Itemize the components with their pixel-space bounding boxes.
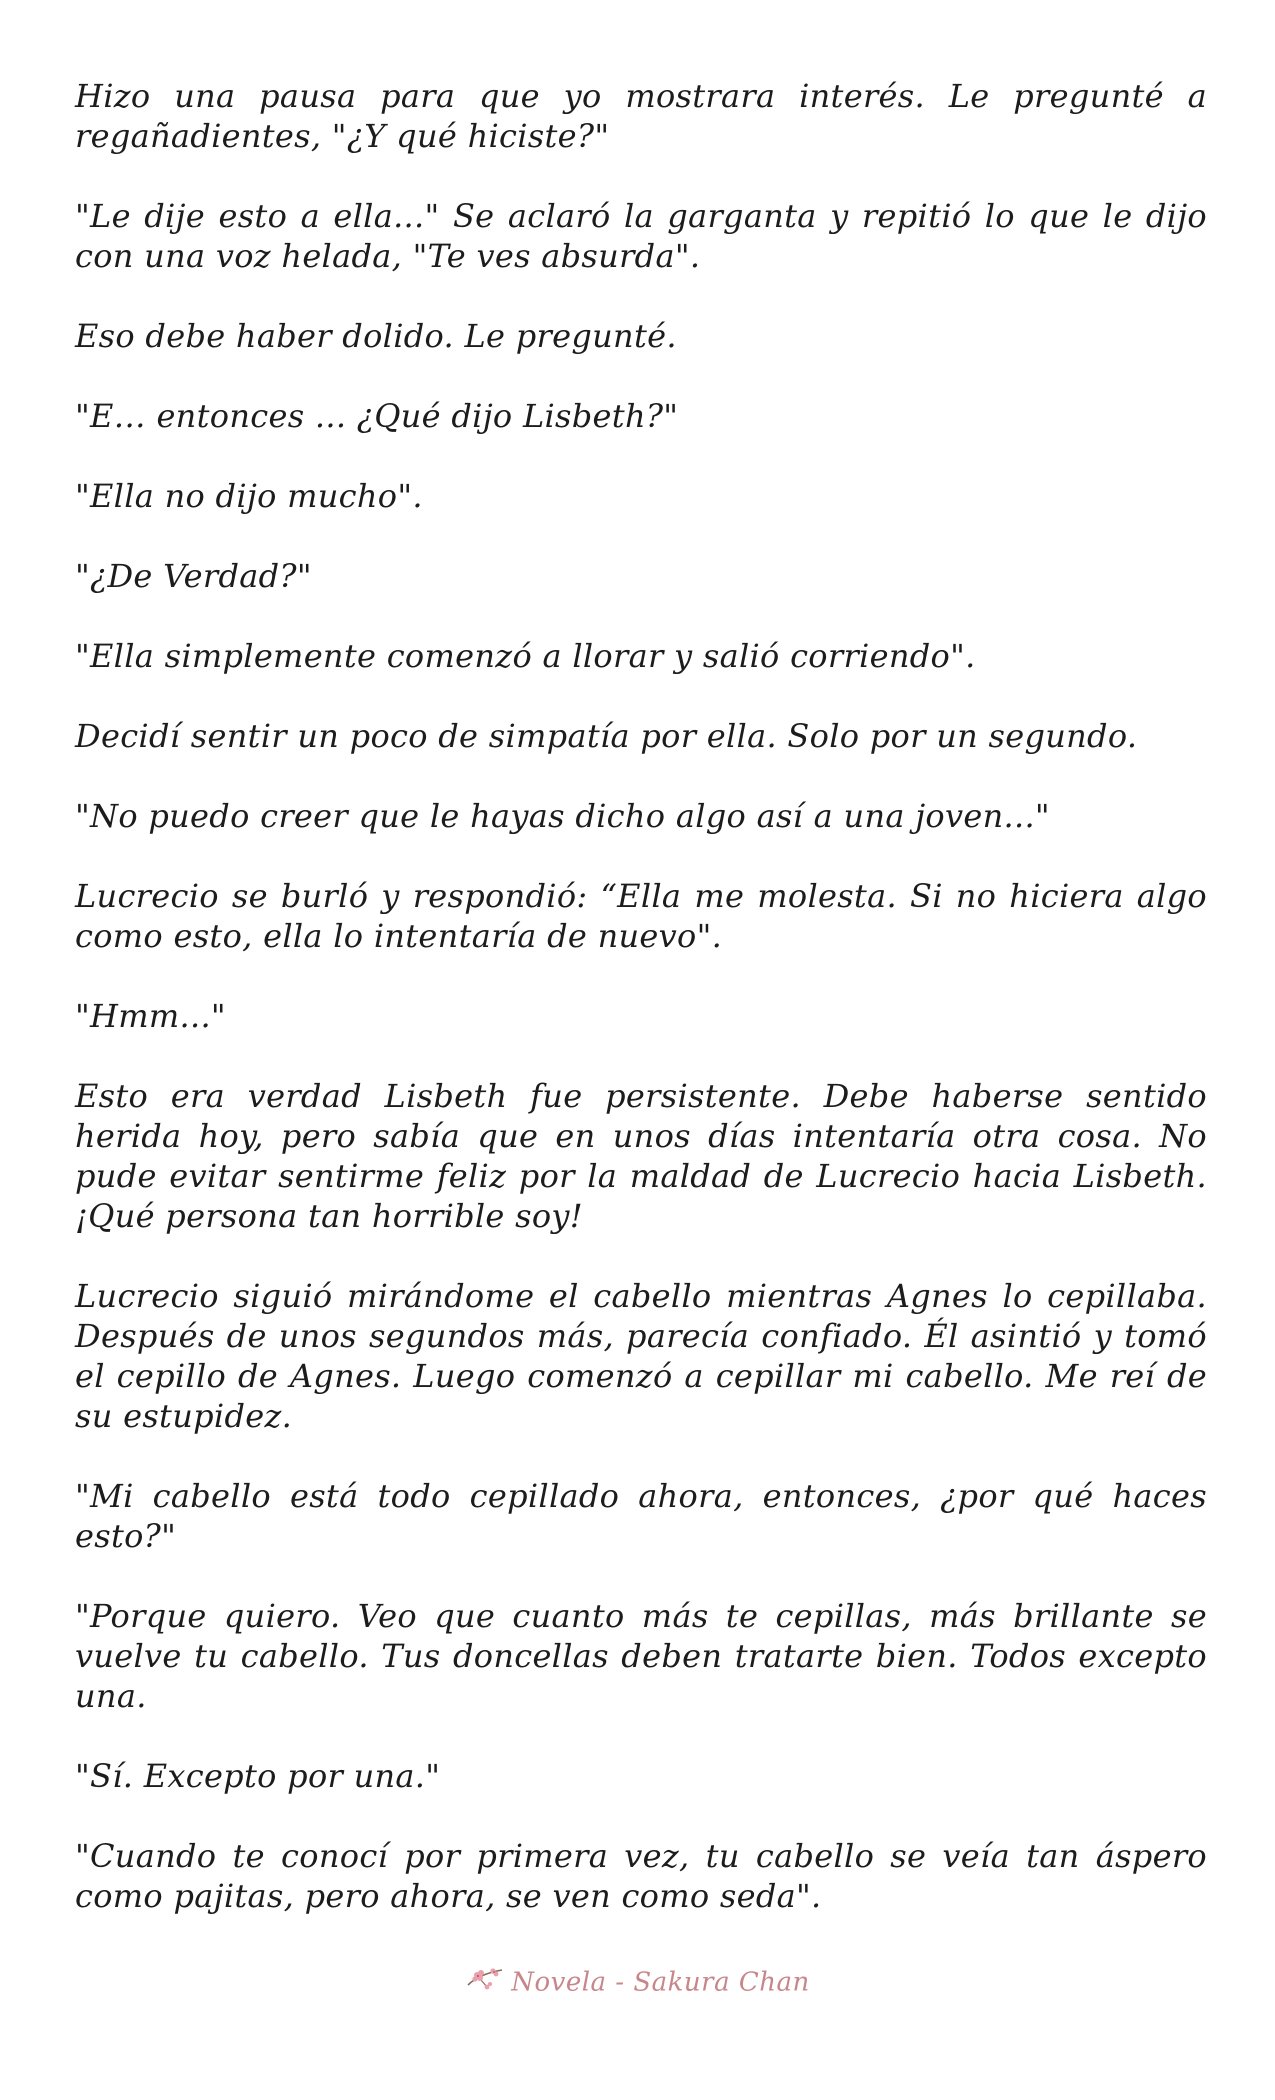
- paragraph: Eso debe haber dolido. Le pregunté.: [75, 317, 677, 355]
- paragraph: "Hmm...": [75, 997, 226, 1035]
- paragraph: "Cuando te conocí por primera vez, tu cabello se veía tan áspero como pajitas, pero ahora, se ven como seda".: [75, 1837, 1207, 1915]
- paragraph: "Le dije esto a ella..." Se aclaró la garganta y repitió lo que le dijo con una voz helada, "Te ves absurda".: [75, 197, 1207, 275]
- watermark-text: Novela - Sakura Chan: [511, 1967, 810, 1998]
- paragraph: "Mi cabello está todo cepillado ahora, entonces, ¿por qué haces esto?": [75, 1477, 1207, 1555]
- paragraph: "Sí. Excepto por una.": [75, 1757, 441, 1795]
- paragraph: Lucrecio se burló y respondió: “Ella me molesta. Si no hiciera algo como esto, ella lo intentaría de nuevo".: [75, 877, 1207, 955]
- paragraph: Lucrecio siguió mirándome el cabello mientras Agnes lo cepillaba. Después de unos segundos más, parecía confiado. Él asintió y tomó el cepillo de Agnes. Luego comenzó a cepillar mi cabello. Me reí de su estupidez.: [75, 1277, 1207, 1435]
- paragraph: "Porque quiero. Veo que cuanto más te cepillas, más brillante se vuelve tu cabello. Tus doncellas deben tratarte bien. Todos excepto una.: [75, 1597, 1207, 1715]
- paragraph: "Ella no dijo mucho".: [75, 477, 423, 515]
- watermark-footer: [0, 1965, 1275, 2002]
- paragraph: "Ella simplemente comenzó a llorar y salió corriendo".: [75, 637, 976, 675]
- paragraph: Hizo una pausa para que yo mostrara interés. Le pregunté a regañadientes, "¿Y qué hiciste?": [75, 77, 1207, 155]
- paragraph: Esto era verdad Lisbeth fue persistente. Debe haberse sentido herida hoy, pero sabía que en unos días intentaría otra cosa. No pude evitar sentirme feliz por la maldad de Lucrecio hacia Lisbeth. ¡Qué persona tan horrible soy!: [75, 1077, 1207, 1235]
- cherry-blossom-icon: [465, 1965, 505, 2002]
- document-body: [75, 76, 1207, 1916]
- paragraph: "E… entonces ... ¿Qué dijo Lisbeth?": [75, 397, 679, 435]
- paragraph: Decidí sentir un poco de simpatía por ella. Solo por un segundo.: [75, 717, 1138, 755]
- paragraph: "¿De Verdad?": [75, 557, 312, 595]
- paragraph: "No puedo creer que le hayas dicho algo así a una joven...": [75, 797, 1050, 835]
